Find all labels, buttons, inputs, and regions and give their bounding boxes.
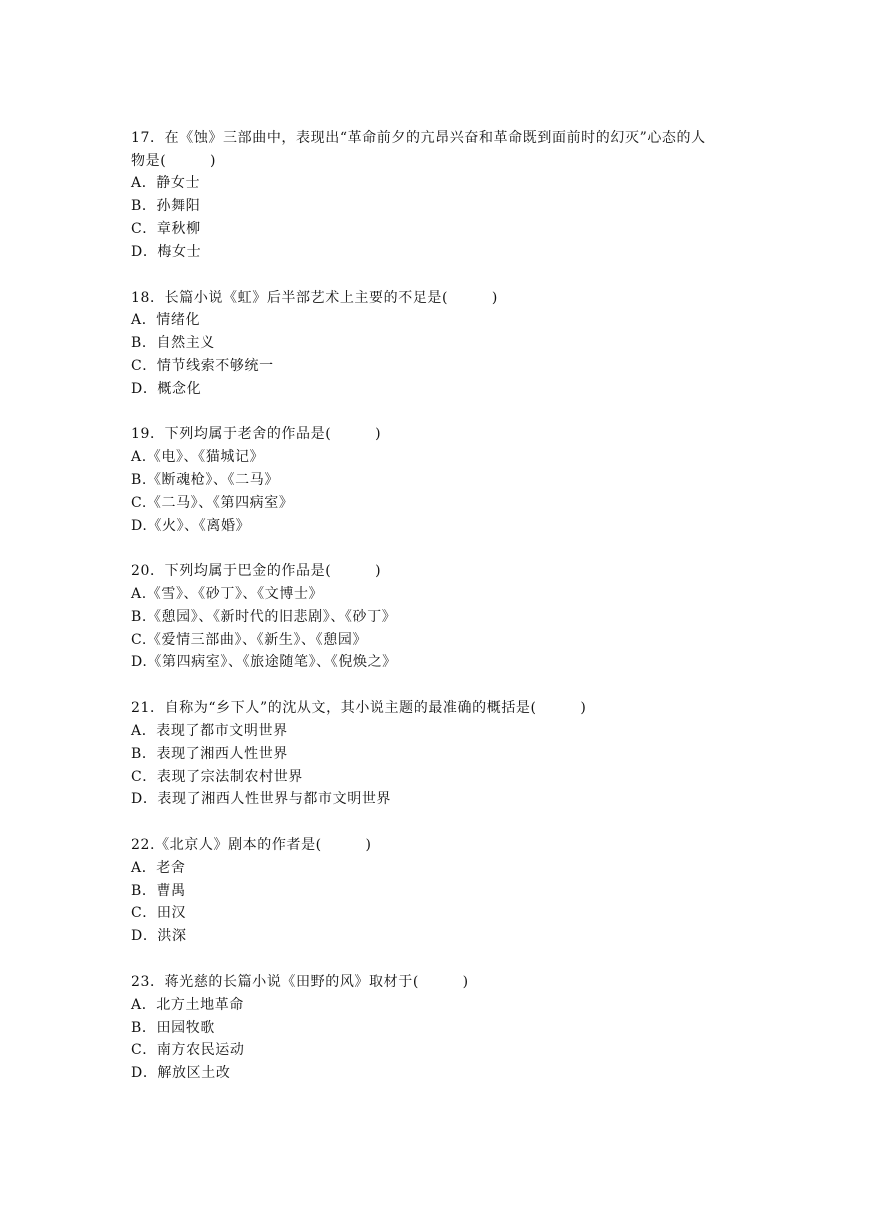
option-d: D.《第四病室》、《旅途随笔》、《倪焕之》 [131,654,397,671]
question-20 [131,560,771,674]
option-b: B．田园牧歌 [131,1019,215,1036]
option-a: A．北方土地革命 [131,996,244,1013]
option-d: D．表现了湘西人性世界与都市文明世界 [131,791,392,808]
question-stem: 22.《北京人》剧本的作者是( ) [131,837,372,854]
option-b: B．曹禺 [131,882,186,899]
option-b: B．孙舞阳 [131,198,201,215]
question-stem: 23．蒋光慈的长篇小说《田野的风》取材于( ) [131,974,469,991]
option-a: A.《电》、《猫城记》 [131,449,265,466]
option-a: A.《雪》、《砂丁》、《文博士》 [131,586,324,603]
option-c: C．田汉 [131,905,187,922]
option-c: C．表现了宗法制农村世界 [131,768,303,785]
option-d: D．梅女士 [131,243,202,260]
question-17 [131,127,771,264]
question-list [131,127,771,1108]
option-a: A．表现了都市文明世界 [131,722,288,739]
question-23 [131,971,771,1085]
option-d: D．解放区土改 [131,1065,231,1082]
question-stem: 17．在《蚀》三部曲中，表现出“革命前夕的亢昂兴奋和革命既到面前时的幻灭”心态的人 [131,130,706,146]
question-19 [131,423,771,537]
option-d: D.《火》、《离婚》 [131,517,251,534]
option-d: D．概念化 [131,380,202,397]
option-a: A．老舍 [131,859,186,876]
option-a: A．静女士 [131,175,201,192]
option-b: B．自然主义 [131,335,215,352]
question-stem: 19．下列均属于老舍的作品是( ) [131,426,382,443]
option-c: C．南方农民运动 [131,1042,245,1059]
question-stem: 21．自称为“乡下人”的沈从文，其小说主题的最准确的概括是( ) [131,700,587,717]
option-a: A．情绪化 [131,312,201,329]
question-22 [131,834,771,948]
question-stem: 20．下列均属于巴金的作品是( ) [131,563,382,580]
option-c: C.《爱情三部曲》、《新生》、《憩园》 [131,631,368,648]
question-stem: 18．长篇小说《虹》后半部艺术上主要的不足是( ) [131,289,498,306]
question-18 [131,287,771,401]
option-c: C.《二马》、《第四病室》 [131,494,294,511]
question-21 [131,697,771,811]
option-c: C．章秋柳 [131,221,201,237]
option-c: C．情节线索不够统一 [131,357,274,374]
question-stem: 物是( ) [131,152,217,169]
option-d: D．洪深 [131,928,187,945]
option-b: B.《断魂枪》、《二马》 [131,471,279,488]
option-b: B．表现了湘西人性世界 [131,745,288,762]
option-b: B.《憩园》、《新时代的旧悲剧》、《砂丁》 [131,608,397,625]
